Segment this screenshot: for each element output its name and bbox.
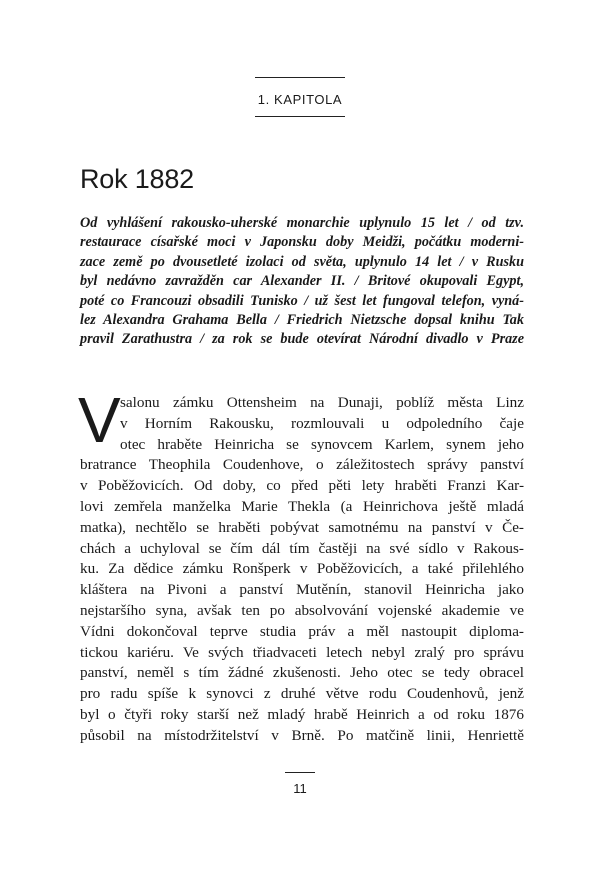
body-line: Vídni dokončoval teprve studia práv a měl nastoupit diploma- (80, 622, 524, 640)
intro-line: poté co Francouzi obsadili Tunisko / už šest let fungoval telefon, vyná- (80, 292, 524, 309)
page-footer (285, 772, 315, 796)
body-line: bratrance Theophila Coudenhove, o záležitostech správy panství (80, 456, 524, 474)
body-line: pro radu spíše k synovci z druhé větve rodu Coudenhovů, jenž (80, 685, 524, 703)
body-line: salonu zámku Ottensheim na Dunaji, poblíž města Linz (120, 394, 524, 411)
body-line: v Poběžovicích. Od doby, co před pěti lety hraběti Franzi Kar- (80, 477, 524, 495)
chapter-title: Rok 1882 (80, 164, 194, 194)
folio-rule (285, 772, 315, 773)
body-line: lovi zemřela manželka Marie Thekla (a Heinrichova ještě mladá (80, 497, 524, 515)
intro-line: byl nedávno zavražděn car Alexander II. / Britové okupovali Egypt, (80, 273, 524, 290)
body-line: v Horním Rakousku, rozmlouvali u odpoledního čaje (120, 414, 524, 432)
body-paragraph (80, 393, 524, 747)
body-line: otec hraběte Heinricha se synovcem Karlem, synem jeho (120, 435, 524, 453)
body-line: panství, neměl s tím žádné zkušenosti. Jeho otec se tedy obracel (80, 664, 524, 682)
body-line: kláštera na Pivoni a panství Mutěnín, stanovil Heinricha jako (80, 581, 524, 599)
page-number: 11 (293, 781, 307, 796)
body-line: byl o čtyři roky starší než mladý hrabě Heinrich a od roku 1876 (80, 705, 524, 723)
intro-line: pravil Zarathustra / za rok se bude otevírat Národní divadlo v Praze (80, 331, 524, 348)
body-line: tickou kariéru. Ve svých třiadvaceti letech nebyl zralý pro správu (80, 643, 524, 661)
body-line: ku. Za dědice zámku Ronšperk v Poběžovicích, a také přilehlého (80, 560, 524, 578)
chapter-intro (80, 214, 524, 350)
intro-line: lez Alexandra Grahama Bella / Friedrich Nietzsche dopsal knihu Tak (80, 312, 524, 329)
intro-line: zace země po dvousetleté izolaci od světa, uplynulo 14 let / v Rusku (80, 253, 524, 270)
body-line: matka), nechtělo se hraběti pobývat samotnému na panství v Če- (80, 518, 524, 536)
chapter-rule-top (255, 77, 345, 78)
chapter-label: 1. KAPITOLA (257, 92, 343, 107)
chapter-rule-bottom (255, 116, 345, 117)
intro-line: restaurace císařské moci v Japonsku doby Meidži, počátku moderni- (80, 234, 524, 251)
chapter-header (255, 77, 345, 117)
body-line: chách a uchyloval se čím dál tím častěji na své sídlo v Rakous- (80, 539, 524, 557)
intro-line: Od vyhlášení rakousko-uherské monarchie uplynulo 15 let / od tzv. (80, 215, 524, 231)
drop-cap: V (78, 384, 121, 456)
body-line: působil na místodržitelství v Brně. Po matčině linii, Henriettě (80, 726, 524, 744)
body-line: nejstaršího syna, avšak ten po absolvování vojenské akademie ve (80, 601, 524, 619)
